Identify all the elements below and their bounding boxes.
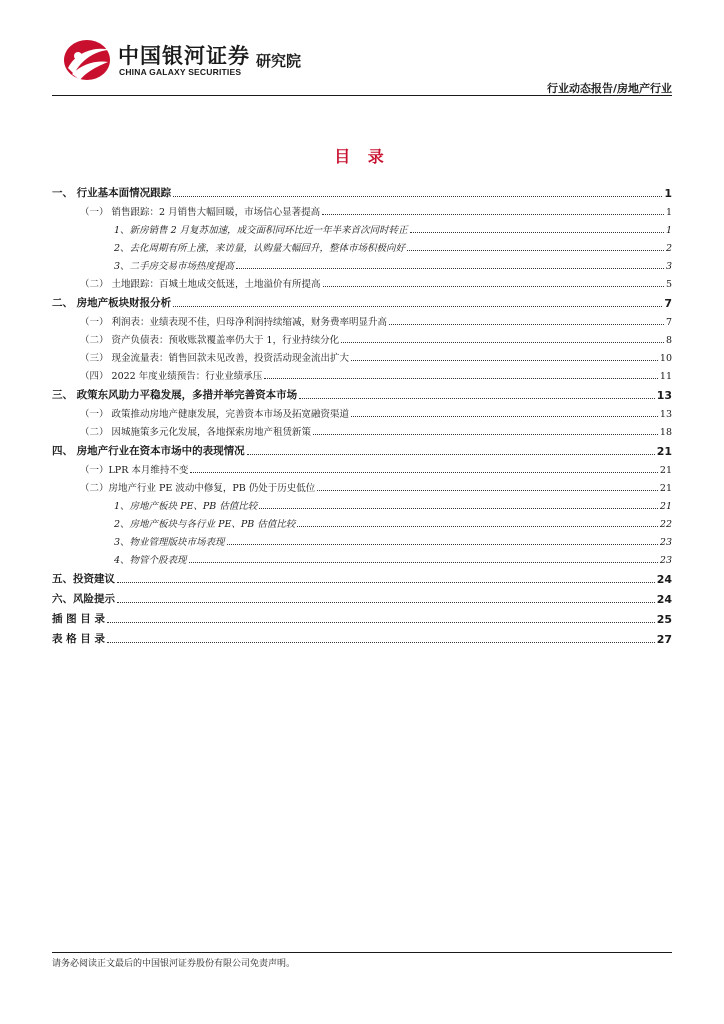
- page-header: [0, 0, 724, 100]
- toc-entry-level-3[interactable]: [52, 548, 672, 566]
- toc-page-number: 24: [656, 593, 672, 606]
- toc-dot-leader: [264, 378, 658, 379]
- toc-page-number: 13: [656, 389, 672, 402]
- toc-entry-level-1[interactable]: [52, 566, 672, 586]
- toc-entry-label: （一） 销售跟踪：2 月销售大幅回暖，市场信心显著提高: [80, 207, 321, 218]
- toc-entry-label: （二） 因城施策多元化发展，各地探索房地产租赁新策: [80, 427, 312, 438]
- toc-entry-level-1[interactable]: [52, 290, 672, 310]
- toc-page-number: 2: [665, 243, 672, 254]
- toc-dot-leader: [117, 602, 655, 603]
- toc-entry-label: 1、新房销售 2 月复苏加速，成交面积同环比近一年半来首次同时转正: [114, 225, 408, 236]
- toc-entry-label: 3、物业管理版块市场表现: [114, 537, 225, 548]
- toc-dot-leader: [410, 232, 664, 233]
- research-institute-label: 研究院: [256, 52, 302, 70]
- toc-entry-label: 2、去化周期有所上涨，来访量，认购量大幅回升，整体市场积极向好: [114, 243, 406, 254]
- toc-entry-label: 2、房地产板块与各行业 PE、PB 估值比较: [114, 519, 296, 530]
- toc-page-number: 25: [656, 613, 672, 626]
- toc-page-number: 21: [659, 501, 672, 512]
- toc-entry-label: 六、风险提示: [52, 593, 115, 605]
- toc-dot-leader: [407, 250, 664, 251]
- toc-entry-label: 表 格 目 录: [52, 633, 105, 645]
- header-divider: [52, 95, 672, 96]
- toc-entry-label: （四） 2022 年度业绩预告：行业业绩承压: [80, 371, 263, 382]
- toc-dot-leader: [117, 582, 655, 583]
- toc-entry-label: 3、二手房交易市场热度提高: [114, 261, 235, 272]
- toc-entry-label: 一、 行业基本面情况跟踪: [52, 187, 172, 199]
- toc-entry-level-2[interactable]: [52, 402, 672, 420]
- toc-entry-label: 四、 房地产行业在资本市场中的表现情况: [52, 445, 245, 457]
- toc-dot-leader: [322, 214, 664, 215]
- brand-name-cn: 中国银河证券: [118, 44, 250, 68]
- toc-dot-leader: [313, 434, 658, 435]
- toc-page-number: 27: [656, 633, 672, 646]
- toc-entry-label: 插 图 目 录: [52, 613, 105, 625]
- toc-title: 目 录: [334, 147, 390, 166]
- toc-entry-level-2[interactable]: [52, 200, 672, 218]
- toc-page-number: 22: [659, 519, 672, 530]
- brand-name-en: CHINA GALAXY SECURITIES: [119, 67, 242, 77]
- toc-entry-level-1[interactable]: [52, 586, 672, 606]
- toc-page-number: 1: [665, 225, 672, 236]
- toc-dot-leader: [323, 286, 664, 287]
- toc-entry-level-1[interactable]: [52, 626, 672, 646]
- toc-dot-leader: [341, 342, 664, 343]
- toc-dot-leader: [351, 360, 658, 361]
- toc-entry-level-2[interactable]: [52, 364, 672, 382]
- toc-page-number: 24: [656, 573, 672, 586]
- toc-entry-label: 1、房地产板块 PE、PB 估值比较: [114, 501, 258, 512]
- toc-page-number: 21: [656, 445, 672, 458]
- toc-page-number: 10: [659, 353, 672, 364]
- toc-page-number: 21: [659, 465, 672, 476]
- toc-dot-leader: [259, 508, 658, 509]
- toc-page-number: 1: [664, 187, 672, 200]
- toc-page-number: 3: [665, 261, 672, 272]
- toc-entry-level-2[interactable]: [52, 458, 672, 476]
- toc-dot-leader: [227, 544, 658, 545]
- toc-entry-level-3[interactable]: [52, 512, 672, 530]
- toc-dot-leader: [297, 526, 658, 527]
- toc-dot-leader: [236, 268, 664, 269]
- toc-page-number: 23: [659, 537, 672, 548]
- disclaimer-note: 请务必阅读正文最后的中国银河证券股份有限公司免责声明。: [52, 959, 296, 969]
- toc-entry-label: （一） 政策推动房地产健康发展，完善资本市场及拓宽融资渠道: [80, 409, 350, 420]
- toc-dot-leader: [351, 416, 658, 417]
- toc-page-number: 5: [665, 279, 672, 290]
- toc-page-number: 21: [659, 483, 672, 494]
- toc-entry-level-1[interactable]: [52, 180, 672, 200]
- toc-entry-label: （一）LPR 本月维持不变: [80, 465, 189, 476]
- toc-dot-leader: [173, 306, 662, 307]
- toc-dot-leader: [189, 562, 658, 563]
- toc-dot-leader: [173, 196, 662, 197]
- toc-entry-label: （二） 土地跟踪：百城土地成交低迷，土地溢价有所提高: [80, 279, 321, 290]
- report-type-label: 行业动态报告/房地产行业: [546, 82, 672, 95]
- toc-entry-level-2[interactable]: [52, 272, 672, 290]
- toc-entry-label: （一） 利润表：业绩表现不佳，归母净利润持续缩减，财务费率明显升高: [80, 317, 388, 328]
- toc-page-number: 7: [665, 317, 672, 328]
- toc-dot-leader: [389, 324, 664, 325]
- toc-entry-label: 二、 房地产板块财报分析: [52, 297, 172, 309]
- toc-dot-leader: [107, 642, 655, 643]
- toc-page-number: 13: [659, 409, 672, 420]
- toc-entry-level-3[interactable]: [52, 218, 672, 236]
- toc-entry-label: （二） 资产负债表：预收账款覆盖率仍大于 1，行业持续分化: [80, 335, 340, 346]
- toc-entry-level-3[interactable]: [52, 494, 672, 512]
- toc-page-number: 18: [659, 427, 672, 438]
- toc-entry-level-2[interactable]: [52, 476, 672, 494]
- toc-entry-level-1[interactable]: [52, 606, 672, 626]
- toc-entry-level-2[interactable]: [52, 328, 672, 346]
- toc-page-number: 8: [665, 335, 672, 346]
- toc-entry-label: 五、投资建议: [52, 573, 115, 585]
- toc-dot-leader: [107, 622, 655, 623]
- toc-entry-level-1[interactable]: [52, 438, 672, 458]
- galaxy-logo-icon: [62, 38, 112, 82]
- toc-dot-leader: [190, 472, 658, 473]
- toc-entry-level-3[interactable]: [52, 254, 672, 272]
- toc-page-number: 11: [659, 371, 672, 382]
- toc-dot-leader: [299, 398, 655, 399]
- toc-entry-label: （二）房地产行业 PE 波动中修复，PB 仍处于历史低位: [80, 483, 316, 494]
- table-of-contents: [52, 180, 672, 646]
- footer-divider: [52, 952, 672, 953]
- toc-dot-leader: [317, 490, 658, 491]
- toc-entry-label: 4、物管个股表现: [114, 555, 187, 566]
- toc-entry-level-2[interactable]: [52, 310, 672, 328]
- toc-page-number: 7: [664, 297, 672, 310]
- toc-entry-level-3[interactable]: [52, 236, 672, 254]
- toc-entry-label: （三） 现金流量表：销售回款未见改善，投资活动现金流出扩大: [80, 353, 350, 364]
- toc-dot-leader: [247, 454, 655, 455]
- toc-entry-level-2[interactable]: [52, 346, 672, 364]
- toc-entry-level-1[interactable]: [52, 382, 672, 402]
- toc-entry-label: 三、 政策东风助力平稳发展，多措并举完善资本市场: [52, 389, 298, 401]
- toc-entry-level-2[interactable]: [52, 420, 672, 438]
- toc-page-number: 1: [665, 207, 672, 218]
- toc-entry-level-3[interactable]: [52, 530, 672, 548]
- toc-page-number: 23: [659, 555, 672, 566]
